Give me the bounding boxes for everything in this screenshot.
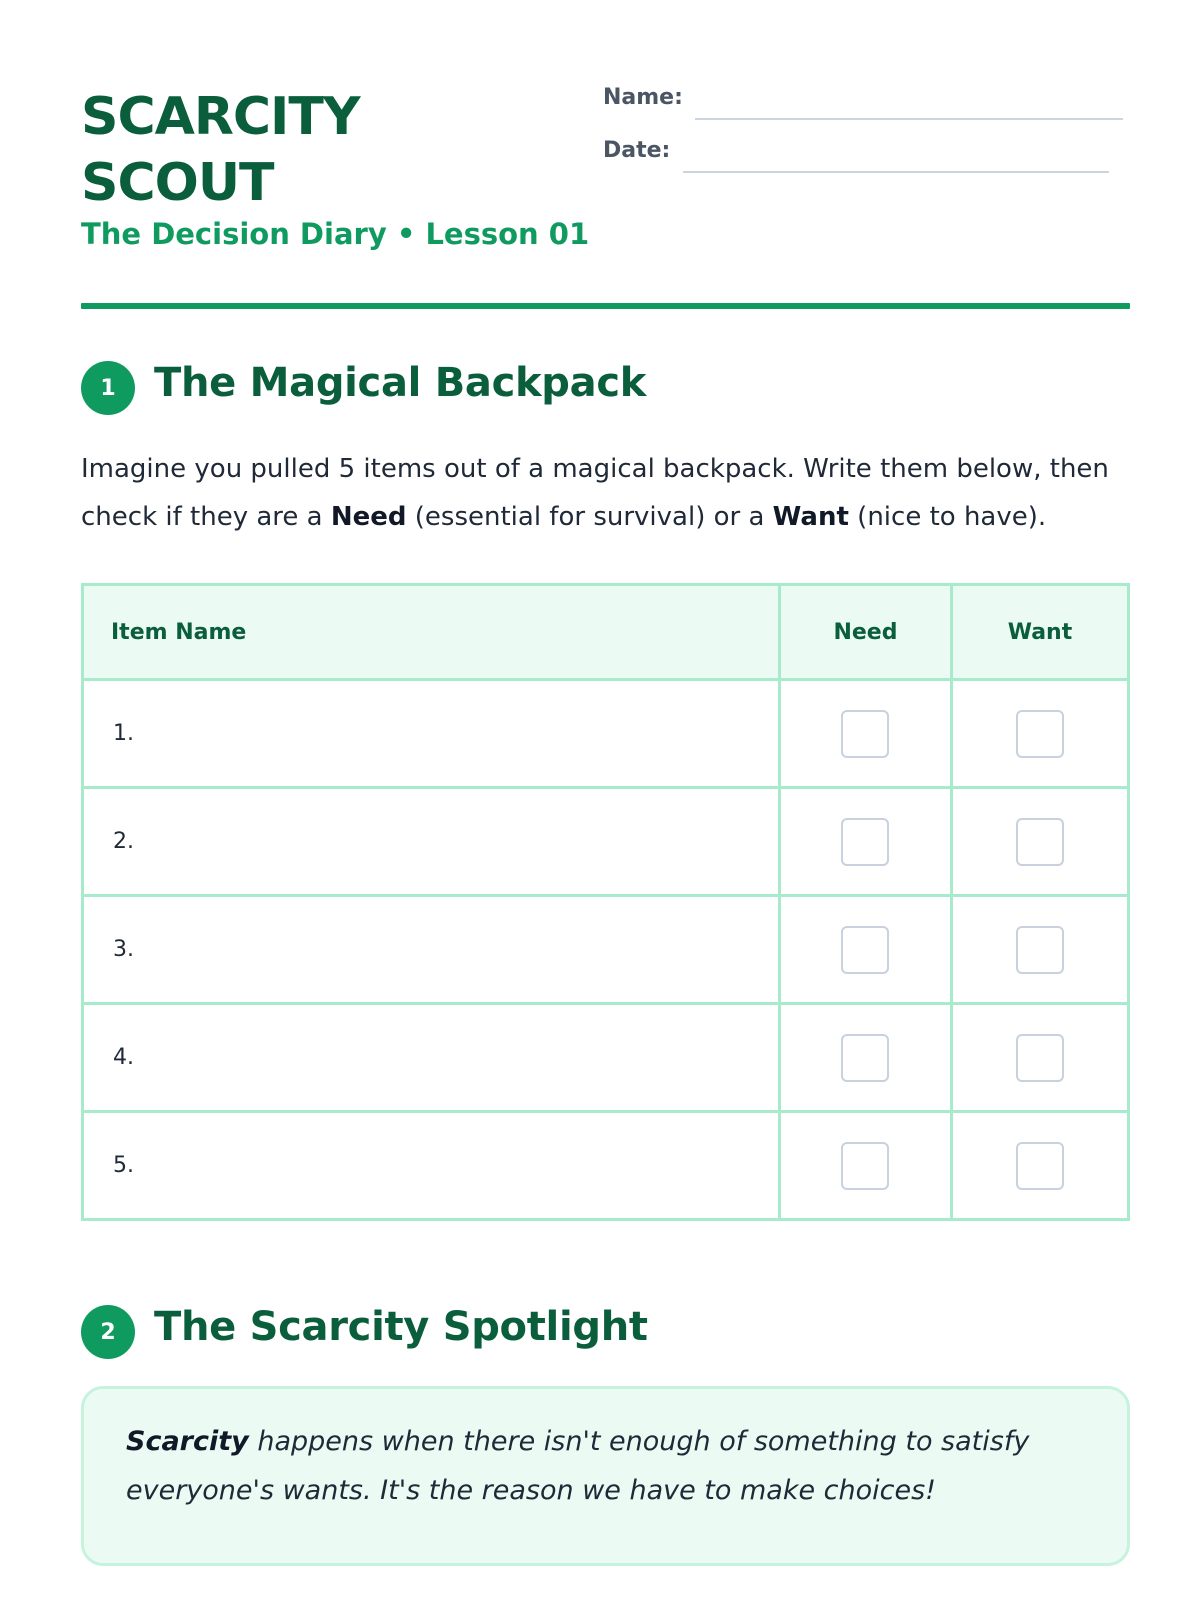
table-row (83, 1004, 1129, 1112)
section-1-badge: 1 (81, 361, 135, 415)
need-checkbox[interactable] (841, 1142, 889, 1190)
need-term: Need (330, 502, 407, 532)
item-name-cell[interactable]: 4. (83, 1004, 780, 1112)
item-name-cell[interactable]: 2. (83, 788, 780, 896)
want-checkbox[interactable] (1016, 1034, 1064, 1082)
want-checkbox[interactable] (1016, 818, 1064, 866)
section-2-badge: 2 (81, 1305, 135, 1359)
table-row (83, 680, 1129, 788)
table-row (83, 788, 1129, 896)
name-label: Name: (603, 85, 683, 110)
item-name-cell[interactable]: 1. (83, 680, 780, 788)
date-field[interactable] (683, 171, 1109, 173)
title-line-1: SCARCITY (81, 87, 360, 147)
section-1-title: The Magical Backpack (154, 360, 647, 406)
want-checkbox[interactable] (1016, 1142, 1064, 1190)
header-item-name: Item Name (83, 585, 780, 680)
item-name-cell[interactable]: 3. (83, 896, 780, 1004)
want-checkbox[interactable] (1016, 710, 1064, 758)
header-need: Need (779, 585, 951, 680)
scarcity-term: Scarcity (126, 1426, 249, 1457)
section-2-title: The Scarcity Spotlight (154, 1304, 648, 1350)
table-row (83, 896, 1129, 1004)
name-field[interactable] (695, 118, 1123, 120)
scarcity-definition-callout (81, 1386, 1130, 1566)
section-1-instructions: Imagine you pulled 5 items out of a magical backpack. Write them below, then check if they are a Need (essential for survival) or a Want (nice to have). (81, 454, 1109, 532)
need-checkbox[interactable] (841, 1034, 889, 1082)
table-row (83, 1112, 1129, 1220)
needs-wants-table (81, 583, 1130, 1221)
header-divider (81, 303, 1130, 309)
item-name-cell[interactable]: 5. (83, 1112, 780, 1220)
want-checkbox[interactable] (1016, 926, 1064, 974)
want-term: Want (772, 502, 849, 532)
header-want: Want (951, 585, 1128, 680)
need-checkbox[interactable] (841, 926, 889, 974)
title-line-2: SCOUT (81, 153, 274, 213)
need-checkbox[interactable] (841, 818, 889, 866)
table-header-row (83, 585, 1129, 680)
need-checkbox[interactable] (841, 710, 889, 758)
date-label: Date: (603, 138, 671, 163)
worksheet-title (81, 84, 641, 216)
scarcity-definition: Scarcity happens when there isn't enough of something to satisfy everyone's wants. It's the reason we have to make choices! (126, 1426, 1030, 1506)
lesson-subtitle: The Decision Diary • Lesson 01 (81, 217, 590, 251)
